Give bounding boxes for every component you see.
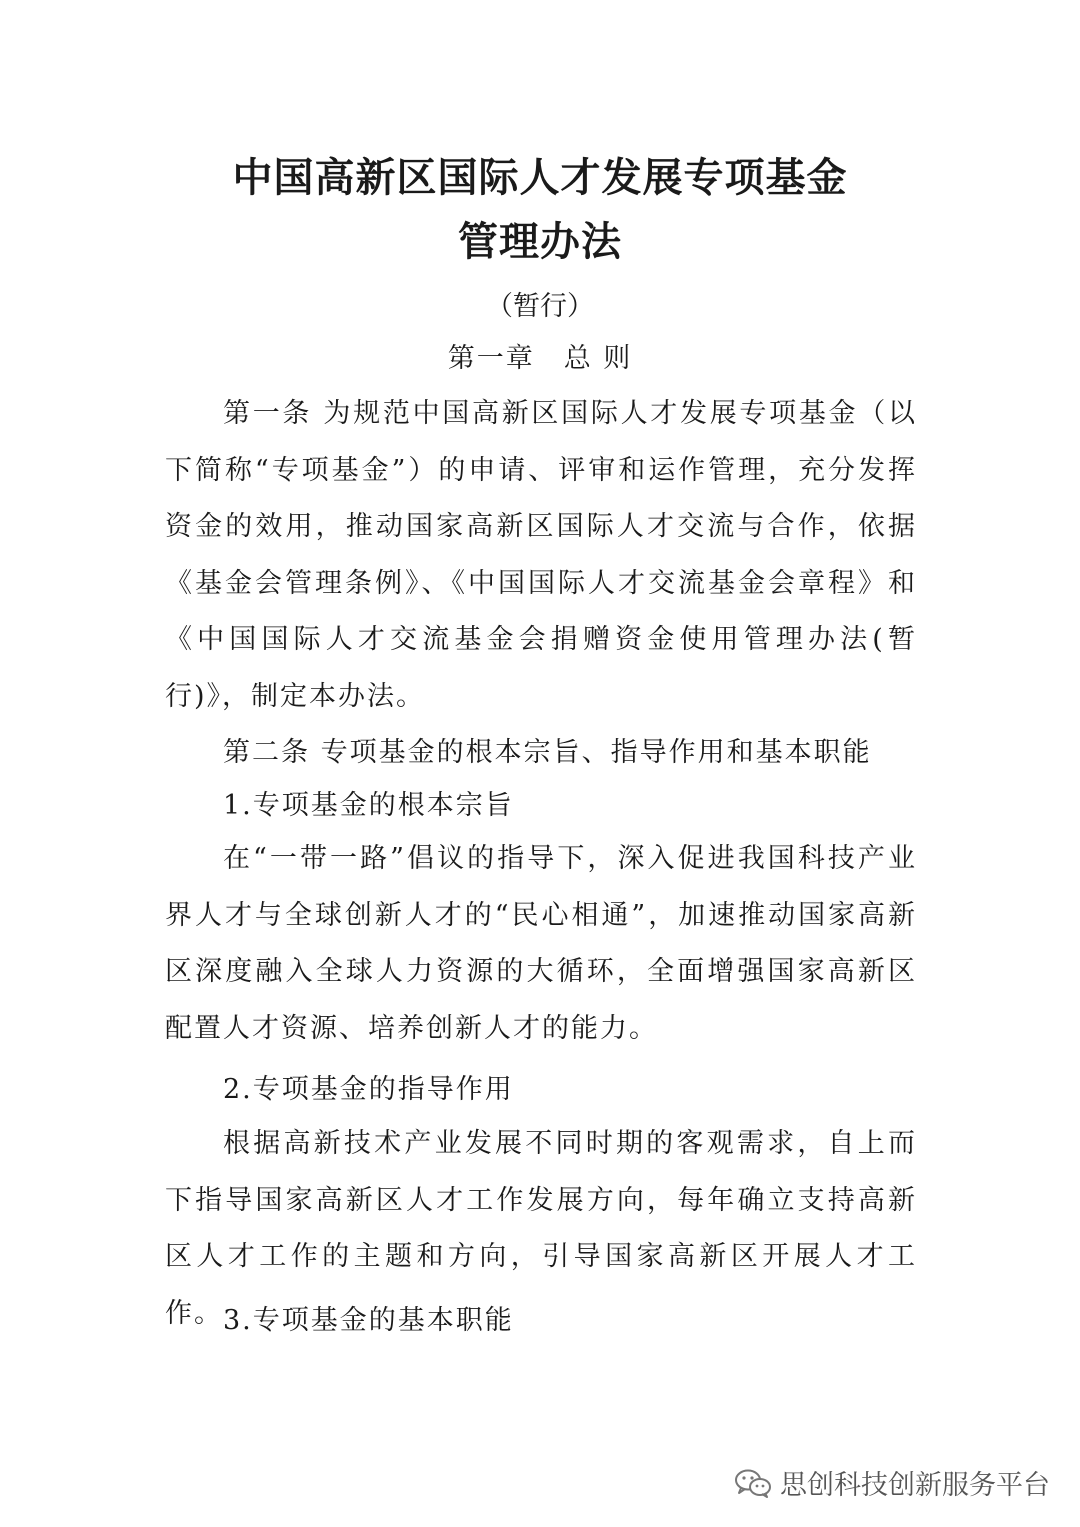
section-3-heading: 3.专项基金的基本职能 [223, 1305, 514, 1336]
section-1-heading: 1.专项基金的根本宗旨 [223, 790, 514, 821]
watermark-text: 思创科技创新服务平台 [780, 1470, 1050, 1501]
section-2-heading: 2.专项基金的指导作用 [223, 1074, 514, 1105]
article-2-heading: 第二条 专项基金的根本宗旨、指导作用和基本职能 [223, 737, 872, 768]
document-title-line-1: 中国高新区国际人才发展专项基金 [232, 155, 848, 201]
document-title-line-2: 管理办法 [458, 219, 622, 265]
article-1-paragraph: 第一条 为规范中国高新区国际人才发展专项基金（以下简称“专项基金”）的申请、评审和运作管理，充分发挥资金的效用，推动国家高新区国际人才交流与合作，依据《基金会管理条例》、《中国国际人才交流基金会章程》和《中国国际人才交流基金会捐赠资金使用管理办法(暂行)》，制定本办法。 [165, 398, 917, 712]
document-subtitle: （暂行） [486, 291, 594, 322]
wechat-icon [734, 1468, 772, 1498]
chapter-heading: 第一章 总 则 [447, 343, 633, 374]
section-2-paragraph: 根据高新技术产业发展不同时期的客观需求，自上而下指导国家高新区人才工作发展方向，每年确立支持高新区人才工作的主题和方向，引导国家高新区开展人才工作。 [165, 1128, 917, 1329]
wechat-watermark [734, 1463, 1050, 1502]
section-1-paragraph: 在“一带一路”倡议的指导下，深入促进我国科技产业界人才与全球创新人才的“民心相通”，加速推动国家高新区深度融入全球人力资源的大循环，全面增强国家高新区配置人才资源、培养创新人才的能力。 [165, 843, 917, 1044]
